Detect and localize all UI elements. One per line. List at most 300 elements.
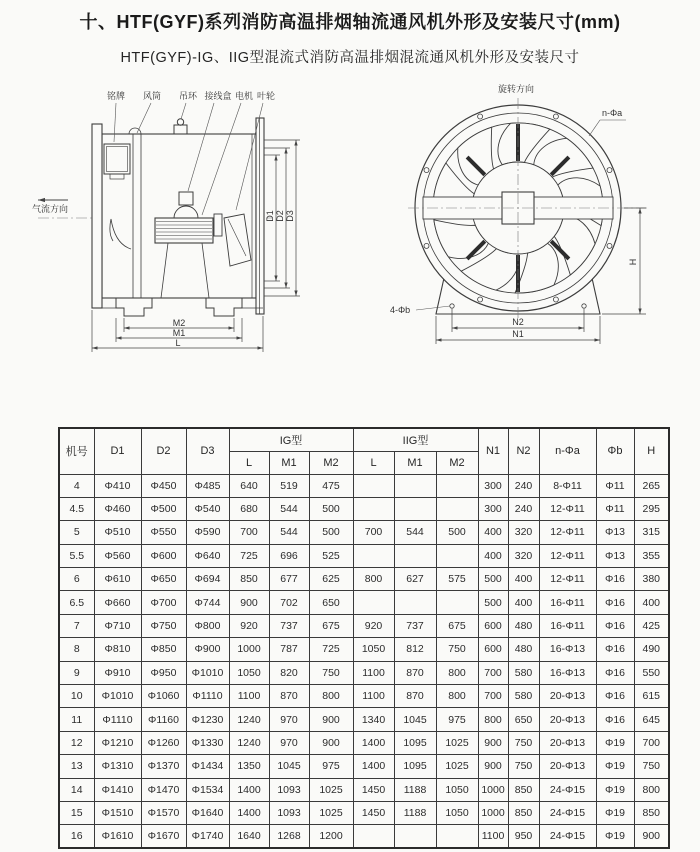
header-n1: N1 [478, 428, 508, 474]
table-cell: 1000 [478, 801, 508, 824]
table-cell: 580 [508, 661, 539, 684]
table-row [59, 825, 669, 848]
table-cell: Φ16 [596, 638, 634, 661]
table-cell: Φ550 [141, 521, 186, 544]
table-cell: 700 [478, 685, 508, 708]
table-cell: Φ410 [94, 474, 141, 497]
header-h: H [634, 428, 669, 474]
table-row [59, 544, 669, 567]
table-cell: Φ910 [94, 661, 141, 684]
table-cell: 12-Φ11 [539, 568, 596, 591]
table-cell: 700 [478, 661, 508, 684]
table-cell: 295 [634, 497, 669, 520]
table-cell: 1400 [353, 755, 394, 778]
dim-n1: N1 [512, 329, 524, 339]
nameplate-label: 铭牌 [106, 91, 126, 101]
table-cell: 1100 [353, 685, 394, 708]
table-cell: 850 [229, 568, 269, 591]
table-cell: 1000 [229, 638, 269, 661]
table-cell [436, 591, 478, 614]
table-cell: 480 [508, 638, 539, 661]
dim-m1: M1 [172, 328, 186, 338]
table-cell: Φ1410 [94, 778, 141, 801]
table-cell: Φ460 [94, 497, 141, 520]
table-cell: 11 [59, 708, 94, 731]
table-cell: 900 [634, 825, 669, 848]
table-row [59, 685, 669, 708]
rotation-direction-label: 旋转方向 [497, 84, 535, 94]
table-cell: 615 [634, 685, 669, 708]
table-row [59, 568, 669, 591]
table-cell: Φ1640 [186, 801, 229, 824]
header-ig-group: IG型 [229, 428, 353, 451]
table-cell: 870 [394, 661, 436, 684]
table-cell: 600 [478, 614, 508, 637]
mounting-feet [96, 298, 263, 316]
table-cell: 1050 [229, 661, 269, 684]
junction-box-label: 接线盒 [204, 91, 232, 101]
table-cell: Φ1110 [94, 708, 141, 731]
table-cell: Φ600 [141, 544, 186, 567]
table-cell: 10 [59, 685, 94, 708]
table-row [59, 474, 669, 497]
table-cell [353, 544, 394, 567]
table-cell: 400 [634, 591, 669, 614]
table-cell: 20-Φ13 [539, 708, 596, 731]
table-cell: Φ19 [596, 778, 634, 801]
table-cell: Φ1510 [94, 801, 141, 824]
table-cell: 480 [508, 614, 539, 637]
table-cell: 315 [634, 521, 669, 544]
header-d1: D1 [94, 428, 141, 474]
table-cell: 13 [59, 755, 94, 778]
header-d3: D3 [186, 428, 229, 474]
table-cell: Φ11 [596, 474, 634, 497]
dim-n2: N2 [512, 317, 524, 327]
table-cell: 20-Φ13 [539, 685, 596, 708]
table-row [59, 778, 669, 801]
table-cell: Φ560 [94, 544, 141, 567]
table-cell: 975 [436, 708, 478, 731]
table-cell [353, 497, 394, 520]
table-cell: 1240 [229, 708, 269, 731]
table-cell: Φ540 [186, 497, 229, 520]
table-cell: Φ11 [596, 497, 634, 520]
table-cell: Φ660 [94, 591, 141, 614]
table-cell: 544 [269, 497, 309, 520]
table-cell: 400 [508, 591, 539, 614]
table-cell: Φ850 [141, 638, 186, 661]
table-cell: Φ16 [596, 568, 634, 591]
table-cell: 1640 [229, 825, 269, 848]
table-cell: 500 [478, 568, 508, 591]
table-cell: 519 [269, 474, 309, 497]
table-cell: 1450 [353, 778, 394, 801]
table-cell: Φ750 [141, 614, 186, 637]
table-cell: 1045 [269, 755, 309, 778]
base-holes-label: 4-Φb [390, 305, 411, 315]
table-cell: 920 [229, 614, 269, 637]
table-cell: 544 [269, 521, 309, 544]
table-cell: 544 [394, 521, 436, 544]
table-cell: 1240 [229, 731, 269, 754]
table-cell: 800 [436, 685, 478, 708]
table-row [59, 638, 669, 661]
table-cell: Φ450 [141, 474, 186, 497]
header-iig-m1: M1 [394, 451, 436, 474]
table-cell: 1100 [353, 661, 394, 684]
table-cell: Φ1570 [141, 801, 186, 824]
table-cell: Φ950 [141, 661, 186, 684]
table-row [59, 591, 669, 614]
table-cell: 702 [269, 591, 309, 614]
table-cell: 20-Φ13 [539, 731, 596, 754]
table-cell: 5.5 [59, 544, 94, 567]
table-cell: 625 [309, 568, 353, 591]
table-cell: 300 [478, 474, 508, 497]
table-cell: 1093 [269, 801, 309, 824]
header-iig-m2: M2 [436, 451, 478, 474]
table-cell: 580 [508, 685, 539, 708]
table-row [59, 755, 669, 778]
page-title: 十、HTF(GYF)系列消防高温排烟轴流通风机外形及安装尺寸(mm) [79, 12, 621, 32]
table-cell: 645 [634, 708, 669, 731]
table-cell: 750 [508, 755, 539, 778]
table-cell: 1100 [229, 685, 269, 708]
table-cell: 700 [229, 521, 269, 544]
table-cell: 425 [634, 614, 669, 637]
table-cell: Φ1310 [94, 755, 141, 778]
table-cell: Φ16 [596, 685, 634, 708]
table-cell: 1045 [394, 708, 436, 731]
fan-casing [92, 118, 264, 314]
table-cell: 380 [634, 568, 669, 591]
table-cell: 1025 [309, 801, 353, 824]
table-cell: Φ1330 [186, 731, 229, 754]
table-cell: 1188 [394, 778, 436, 801]
table-cell: 750 [309, 661, 353, 684]
table-cell: 500 [309, 497, 353, 520]
table-cell: 1050 [436, 801, 478, 824]
table-cell: Φ1740 [186, 825, 229, 848]
table-cell: 1268 [269, 825, 309, 848]
table-cell: 600 [478, 638, 508, 661]
page-subtitle: HTF(GYF)-IG、IIG型混流式消防高温排烟混流通风机外形及安装尺寸 [120, 50, 580, 66]
table-cell [394, 497, 436, 520]
table-cell: Φ13 [596, 544, 634, 567]
table-cell: 750 [508, 731, 539, 754]
table-cell: 265 [634, 474, 669, 497]
table-cell: 320 [508, 544, 539, 567]
table-cell: 900 [478, 755, 508, 778]
side-view-drawing [30, 88, 360, 363]
dim-h: H [628, 258, 638, 266]
table-cell: Φ744 [186, 591, 229, 614]
header-d2: D2 [141, 428, 186, 474]
table-cell: Φ1060 [141, 685, 186, 708]
header-ig-m2: M2 [309, 451, 353, 474]
table-cell: 900 [309, 731, 353, 754]
table-cell: Φ16 [596, 661, 634, 684]
table-cell: 14 [59, 778, 94, 801]
header-phi-b: Φb [596, 428, 634, 474]
table-cell: 1450 [353, 801, 394, 824]
table-cell [353, 825, 394, 848]
table-cell: 490 [634, 638, 669, 661]
table-cell: Φ1434 [186, 755, 229, 778]
header-n2: N2 [508, 428, 539, 474]
table-cell: 700 [353, 521, 394, 544]
table-cell [353, 474, 394, 497]
table-cell: 1093 [269, 778, 309, 801]
table-cell: 970 [269, 708, 309, 731]
table-cell: 1025 [309, 778, 353, 801]
table-cell: 1340 [353, 708, 394, 731]
table-cell [353, 591, 394, 614]
table-cell: Φ13 [596, 521, 634, 544]
table-cell: Φ810 [94, 638, 141, 661]
table-cell: Φ16 [596, 708, 634, 731]
table-cell: 24-Φ15 [539, 825, 596, 848]
table-cell: 12 [59, 731, 94, 754]
airflow-direction [32, 200, 68, 214]
table-cell: 240 [508, 474, 539, 497]
table-cell: Φ19 [596, 731, 634, 754]
table-cell: 575 [436, 568, 478, 591]
table-cell: Φ700 [141, 591, 186, 614]
table-cell: Φ1534 [186, 778, 229, 801]
table-cell: 355 [634, 544, 669, 567]
table-cell: 870 [394, 685, 436, 708]
table-cell: Φ650 [141, 568, 186, 591]
table-row [59, 497, 669, 520]
airflow-label: 气流方向 [32, 204, 69, 214]
table-row [59, 661, 669, 684]
table-cell: 400 [478, 521, 508, 544]
motor-label: 电机 [234, 91, 254, 101]
table-cell: Φ610 [94, 568, 141, 591]
table-cell: 675 [309, 614, 353, 637]
table-cell: 8-Φ11 [539, 474, 596, 497]
table-cell: Φ1370 [141, 755, 186, 778]
table-cell: 1400 [353, 731, 394, 754]
table-cell: 4.5 [59, 497, 94, 520]
dim-m2: M2 [172, 318, 186, 328]
table-cell: 800 [634, 778, 669, 801]
spec-table-body [59, 474, 669, 848]
table-cell [436, 497, 478, 520]
table-cell: 240 [508, 497, 539, 520]
table-cell: 800 [309, 685, 353, 708]
table-row [59, 801, 669, 824]
table-cell [436, 474, 478, 497]
table-cell: 900 [309, 708, 353, 731]
table-row [59, 708, 669, 731]
table-cell: 16-Φ13 [539, 661, 596, 684]
header-n-phi-a: n-Φa [539, 428, 596, 474]
table-cell: 300 [478, 497, 508, 520]
table-cell [394, 591, 436, 614]
table-cell: 24-Φ15 [539, 778, 596, 801]
table-cell: 675 [436, 614, 478, 637]
table-cell: 700 [634, 731, 669, 754]
table-cell: 320 [508, 521, 539, 544]
table-cell: 16-Φ11 [539, 614, 596, 637]
table-cell: Φ590 [186, 521, 229, 544]
table-cell: 1050 [436, 778, 478, 801]
table-cell: Φ1010 [186, 661, 229, 684]
table-cell: 900 [478, 731, 508, 754]
table-cell: 16-Φ13 [539, 638, 596, 661]
table-cell: Φ710 [94, 614, 141, 637]
table-cell: 1100 [478, 825, 508, 848]
table-cell: 1200 [309, 825, 353, 848]
spec-table-header [59, 428, 669, 474]
table-cell [394, 825, 436, 848]
table-cell: Φ694 [186, 568, 229, 591]
table-cell: Φ900 [186, 638, 229, 661]
table-cell: 812 [394, 638, 436, 661]
duct-label: 风筒 [142, 91, 162, 101]
table-cell: Φ800 [186, 614, 229, 637]
table-cell: Φ1260 [141, 731, 186, 754]
header-ig-m1: M1 [269, 451, 309, 474]
table-cell: 525 [309, 544, 353, 567]
dim-d3: D3 [285, 210, 295, 222]
flange-holes-callout [589, 108, 626, 136]
table-cell: 24-Φ15 [539, 801, 596, 824]
table-cell: 737 [269, 614, 309, 637]
table-cell: 650 [508, 708, 539, 731]
table-cell: 400 [508, 568, 539, 591]
table-cell: Φ16 [596, 614, 634, 637]
table-cell: 800 [478, 708, 508, 731]
table-cell: Φ1670 [141, 825, 186, 848]
table-cell: 1025 [436, 731, 478, 754]
table-cell: 950 [508, 825, 539, 848]
table-cell: 677 [269, 568, 309, 591]
table-cell: 16 [59, 825, 94, 848]
table-cell: 737 [394, 614, 436, 637]
table-cell: 1400 [229, 801, 269, 824]
table-cell: 475 [309, 474, 353, 497]
table-cell: Φ1160 [141, 708, 186, 731]
table-cell: 680 [229, 497, 269, 520]
table-cell: Φ1210 [94, 731, 141, 754]
table-cell: 640 [229, 474, 269, 497]
dim-d2: D2 [275, 210, 285, 222]
table-cell: 400 [478, 544, 508, 567]
table-cell: Φ510 [94, 521, 141, 544]
table-cell: 500 [478, 591, 508, 614]
table-cell: 627 [394, 568, 436, 591]
table-cell: 500 [436, 521, 478, 544]
lifting-ring-label: 吊环 [178, 91, 198, 101]
table-cell: Φ640 [186, 544, 229, 567]
table-cell: 1095 [394, 755, 436, 778]
table-cell: Φ1110 [186, 685, 229, 708]
flange-holes-label: n-Φa [602, 108, 623, 118]
front-view-drawing [388, 82, 700, 352]
table-cell: 750 [436, 638, 478, 661]
table-cell: 787 [269, 638, 309, 661]
table-cell: Φ1010 [94, 685, 141, 708]
table-cell: 12-Φ11 [539, 497, 596, 520]
table-cell: 4 [59, 474, 94, 497]
dim-d1: D1 [265, 210, 275, 222]
table-row [59, 614, 669, 637]
table-cell: 15 [59, 801, 94, 824]
table-cell [394, 474, 436, 497]
table-cell: 1188 [394, 801, 436, 824]
table-cell: 8 [59, 638, 94, 661]
table-cell: 500 [309, 521, 353, 544]
table-cell: 850 [508, 801, 539, 824]
table-cell: 1095 [394, 731, 436, 754]
header-iig-l: L [353, 451, 394, 474]
table-cell: 900 [229, 591, 269, 614]
table-cell: 820 [269, 661, 309, 684]
table-cell: 1400 [229, 778, 269, 801]
table-cell: 1050 [353, 638, 394, 661]
table-cell: 1000 [478, 778, 508, 801]
table-cell: 870 [269, 685, 309, 708]
table-cell: 850 [508, 778, 539, 801]
table-cell [394, 544, 436, 567]
table-cell: Φ19 [596, 825, 634, 848]
table-cell: Φ1610 [94, 825, 141, 848]
table-cell: 5 [59, 521, 94, 544]
table-cell: 20-Φ13 [539, 755, 596, 778]
table-cell: 975 [309, 755, 353, 778]
table-cell: 725 [309, 638, 353, 661]
dim-l: L [175, 338, 181, 348]
table-row [59, 521, 669, 544]
table-cell: Φ500 [141, 497, 186, 520]
table-cell: 9 [59, 661, 94, 684]
part-labels [107, 90, 275, 101]
header-ig-l: L [229, 451, 269, 474]
table-cell: 725 [229, 544, 269, 567]
impeller-label: 叶轮 [256, 91, 276, 101]
table-cell: 12-Φ11 [539, 544, 596, 567]
table-cell: 696 [269, 544, 309, 567]
table-cell: 970 [269, 731, 309, 754]
table-cell: Φ1230 [186, 708, 229, 731]
table-cell: Φ19 [596, 801, 634, 824]
table-cell: Φ1470 [141, 778, 186, 801]
table-cell: Φ16 [596, 591, 634, 614]
table-cell: Φ485 [186, 474, 229, 497]
table-cell: 800 [436, 661, 478, 684]
table-cell: 6.5 [59, 591, 94, 614]
table-cell: 750 [634, 755, 669, 778]
lifting-ring [174, 119, 187, 134]
table-cell: 6 [59, 568, 94, 591]
table-cell: 800 [353, 568, 394, 591]
table-cell: 12-Φ11 [539, 521, 596, 544]
table-cell: 16-Φ11 [539, 591, 596, 614]
table-cell [436, 825, 478, 848]
table-cell: 650 [309, 591, 353, 614]
table-cell [436, 544, 478, 567]
table-cell: 550 [634, 661, 669, 684]
spec-table [58, 427, 670, 849]
table-cell: Φ19 [596, 755, 634, 778]
table-cell: 7 [59, 614, 94, 637]
header-iig-group: IIG型 [353, 428, 478, 451]
table-cell: 1350 [229, 755, 269, 778]
